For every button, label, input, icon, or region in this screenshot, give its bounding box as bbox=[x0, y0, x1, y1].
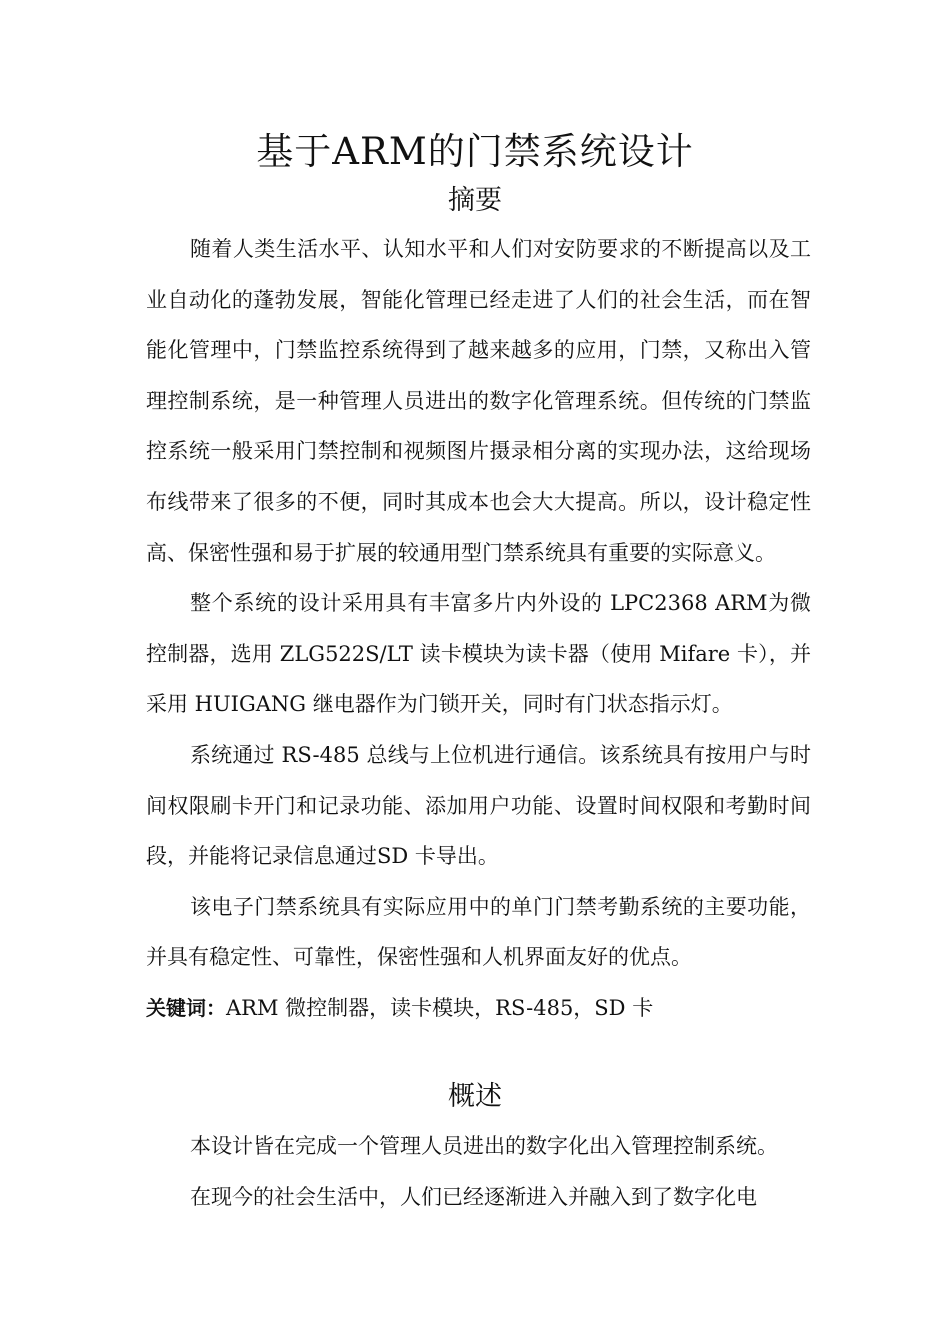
abstract-paragraph-3: 系统通过 RS-485 总线与上位机进行通信。该系统具有按用户与时间权限刷卡开门和记录功能、添加用户功能、设置时间权限和考勤时间段，并能将记录信息通过SD 卡导出。 bbox=[146, 742, 811, 869]
document-title: 基于ARM的门禁系统设计 bbox=[256, 130, 694, 173]
overview-heading: 概述 bbox=[448, 1081, 502, 1112]
abstract-body bbox=[146, 224, 811, 1034]
keywords-text: ARM 微控制器，读卡模块，RS-485，SD 卡 bbox=[226, 995, 654, 1020]
abstract-paragraph-4: 该电子门禁系统具有实际应用中的单门门禁考勤系统的主要功能，并具有稳定性、可靠性，保密性强和人机界面友好的优点。 bbox=[146, 894, 811, 970]
abstract-paragraph-2: 整个系统的设计采用具有丰富多片内外设的 LPC2368 ARM为微控制器，选用 ZLG522S/LT 读卡模块为读卡器（使用 Mifare 卡），并采用 HUIGANG 继电器作为门锁开关，同时有门状态指示灯。 bbox=[146, 591, 811, 717]
keywords-line bbox=[146, 983, 811, 1034]
abstract-paragraph-1: 随着人类生活水平、认知水平和人们对安防要求的不断提高以及工业自动化的蓬勃发展，智能化管理已经走进了人们的社会生活，而在智能化管理中，门禁监控系统得到了越来越多的应用，门禁，又称出入管理控制系统，是一种管理人员进出的数字化管理系统。但传统的门禁监控系统一般采用门禁控制和视频图片摄录相分离的实现办法，这给现场布线带来了很多的不便，同时其成本也会大大提高。所以，设计稳定性高、保密性强和易于扩展的较通用型门禁系统具有重要的实际意义。 bbox=[146, 237, 811, 565]
keywords-label: 关键词： bbox=[146, 995, 226, 1020]
overview-paragraph-2: 在现今的社会生活中，人们已经逐渐进入并融入到了数字化电 bbox=[190, 1184, 757, 1209]
abstract-heading: 摘要 bbox=[448, 185, 502, 216]
overview-paragraph-1: 本设计皆在完成一个管理人员进出的数字化出入管理控制系统。 bbox=[190, 1134, 778, 1158]
overview-body bbox=[146, 1121, 811, 1222]
